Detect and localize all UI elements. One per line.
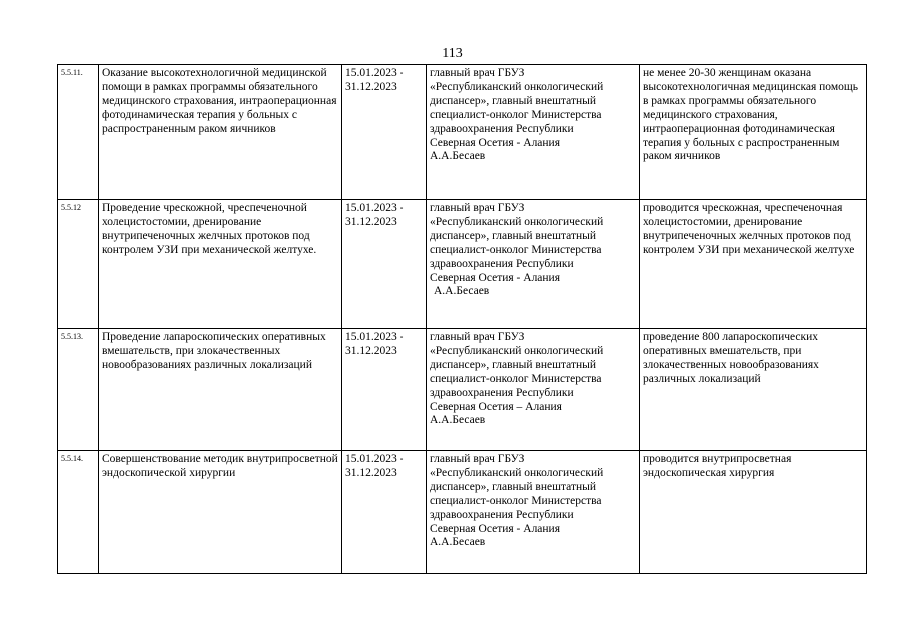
responsible-line: специалист-онколог Министерства <box>430 243 602 256</box>
expected-result: не менее 20-30 женщинам оказана высокотехнологичная медицинская помощь в рамках программы обязательного медицинского страхования, интраоперационная фотодинамическая терапия у больных с распространенным раком яичников <box>640 65 867 200</box>
responsible-line: здравоохранения Республики <box>430 122 574 135</box>
date-start: 15.01.2023 - <box>345 202 404 214</box>
responsible-person <box>427 200 640 329</box>
item-number: 5.5.14. <box>58 451 99 574</box>
responsible-line: главный врач ГБУЗ <box>430 453 525 465</box>
responsible-line: специалист-онколог Министерства <box>430 372 602 385</box>
date-start: 15.01.2023 - <box>345 67 404 79</box>
date-end: 31.12.2023 <box>345 215 397 228</box>
responsible-line: «Республиканский онкологический <box>430 80 604 93</box>
date-end: 31.12.2023 <box>345 80 397 93</box>
responsible-line: главный врач ГБУЗ <box>430 67 525 79</box>
responsible-line: главный врач ГБУЗ <box>430 202 525 214</box>
execution-period <box>342 329 427 451</box>
execution-period <box>342 65 427 200</box>
expected-result: проводится внутрипросветная эндоскопическая хирургия <box>640 451 867 574</box>
responsible-line: главный врач ГБУЗ <box>430 331 525 343</box>
measure-name: Оказание высокотехнологичной медицинской помощи в рамках программы обязательного медицинского страхования, интраоперационная фотодинамическая терапия у больных с распространенным раком яичников <box>99 65 342 200</box>
responsible-line: «Республиканский онкологический <box>430 215 604 228</box>
responsible-line: «Республиканский онкологический <box>430 344 604 357</box>
responsible-line: А.А.Бесаев <box>434 285 490 298</box>
table-row <box>58 200 867 329</box>
responsible-line: здравоохранения Республики <box>430 386 574 399</box>
table-row <box>58 451 867 574</box>
responsible-line: «Республиканский онкологический <box>430 466 604 479</box>
execution-period <box>342 451 427 574</box>
measure-name: Проведение лапароскопических оперативных вмешательств, при злокачественных новообразованиях различных локализаций <box>99 329 342 451</box>
responsible-person <box>427 329 640 451</box>
measure-name: Совершенствование методик внутрипросветной эндоскопической хирургии <box>99 451 342 574</box>
responsible-line: диспансер», главный внештатный <box>430 358 597 371</box>
responsible-person <box>427 451 640 574</box>
responsible-line: здравоохранения Республики <box>430 508 574 521</box>
execution-period <box>342 200 427 329</box>
item-number: 5.5.12 <box>58 200 99 329</box>
expected-result: проведение 800 лапароскопических оперативных вмешательств, при злокачественных новообразованиях различных локализаций <box>640 329 867 451</box>
responsible-line: А.А.Бесаев <box>430 414 486 427</box>
responsible-line: диспансер», главный внештатный <box>430 480 597 493</box>
item-number: 5.5.11. <box>58 65 99 200</box>
responsible-line: А.А.Бесаев <box>430 536 486 549</box>
date-start: 15.01.2023 - <box>345 331 404 343</box>
measure-name: Проведение чрескожной, чреспеченочной холецистостомии, дренирование внутрипеченочных желчных протоков под контролем УЗИ при механической желтухе. <box>99 200 342 329</box>
expected-result: проводится чрескожная, чреспеченочная холецистостомии, дренирование внутрипеченочных желчных протоков под контролем УЗИ при механической желтухе <box>640 200 867 329</box>
responsible-line: специалист-онколог Министерства <box>430 494 602 507</box>
responsible-line: диспансер», главный внештатный <box>430 229 597 242</box>
responsible-line: Северная Осетия - Алания <box>430 136 561 149</box>
table-row <box>58 329 867 451</box>
item-number: 5.5.13. <box>58 329 99 451</box>
responsible-line: Северная Осетия – Алания <box>430 400 562 413</box>
responsible-line: здравоохранения Республики <box>430 257 574 270</box>
date-end: 31.12.2023 <box>345 344 397 357</box>
date-start: 15.01.2023 - <box>345 453 404 465</box>
responsible-line: Северная Осетия - Алания <box>430 522 561 535</box>
responsible-line: А.А.Бесаев <box>430 150 486 163</box>
date-end: 31.12.2023 <box>345 466 397 479</box>
table-row <box>58 65 867 200</box>
responsible-person <box>427 65 640 200</box>
page-number: 113 <box>442 46 463 61</box>
responsible-line: диспансер», главный внештатный <box>430 94 597 107</box>
responsible-line: специалист-онколог Министерства <box>430 108 602 121</box>
responsible-line: Северная Осетия - Алания <box>430 271 561 284</box>
action-plan-table <box>57 64 867 574</box>
